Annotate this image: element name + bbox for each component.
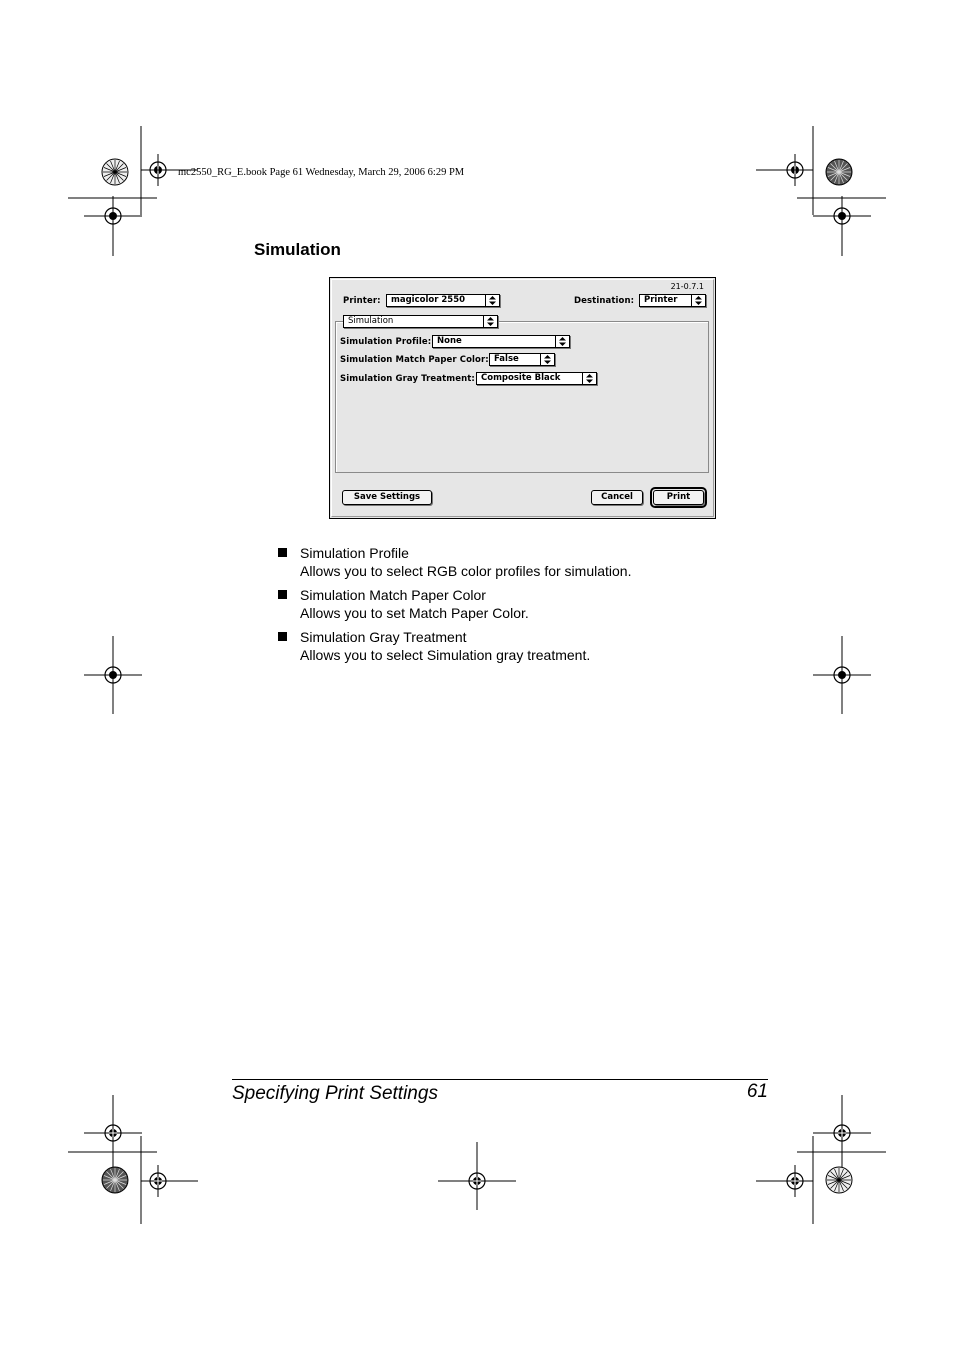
print-dialog (329, 277, 716, 519)
list-item-title: Simulation Profile (300, 545, 409, 561)
square-bullet-icon (278, 590, 287, 599)
gray-treatment-select[interactable] (476, 372, 597, 385)
list-item (278, 586, 631, 622)
destination-select[interactable] (639, 294, 706, 307)
list-item-desc: Allows you to select RGB color profiles for simulation. (300, 563, 632, 579)
updown-arrows-icon (555, 336, 569, 347)
updown-arrows-icon (540, 354, 554, 365)
simulation-profile-label: Simulation Profile: (340, 337, 432, 347)
updown-arrows-icon (582, 373, 596, 384)
printer-select[interactable] (386, 294, 500, 307)
page-number: 61 (746, 1081, 768, 1102)
book-header-meta: mc2550_RG_E.book Page 61 Wednesday, March 29, 2006 6:29 PM (178, 167, 465, 178)
printer-label: Printer: (343, 296, 381, 306)
list-item-title: Simulation Gray Treatment (300, 629, 467, 645)
simulation-profile-value: None (437, 336, 462, 346)
option-descriptions (278, 544, 631, 670)
cancel-button[interactable]: Cancel (591, 490, 643, 505)
simulation-profile-select[interactable] (432, 335, 570, 348)
match-paper-color-value: False (494, 354, 519, 364)
destination-label: Destination: (574, 296, 635, 306)
match-paper-color-label: Simulation Match Paper Color: (340, 355, 489, 365)
list-item (278, 544, 631, 580)
footer-chapter-title: Specifying Print Settings (232, 1083, 438, 1104)
version-label: 21-0.7.1 (670, 282, 704, 291)
list-item-title: Simulation Match Paper Color (300, 587, 486, 603)
updown-arrows-icon (691, 295, 705, 306)
match-paper-color-select[interactable] (489, 353, 555, 366)
updown-arrows-icon (483, 316, 497, 327)
list-item-desc: Allows you to set Match Paper Color. (300, 605, 529, 621)
destination-select-value: Printer (644, 295, 678, 305)
gray-treatment-label: Simulation Gray Treatment: (340, 374, 475, 384)
square-bullet-icon (278, 548, 287, 557)
list-item (278, 628, 631, 664)
list-item-desc: Allows you to select Simulation gray treatment. (300, 647, 591, 663)
gray-treatment-value: Composite Black (481, 373, 561, 383)
section-title: Simulation (254, 240, 341, 259)
printer-select-value: magicolor 2550 (391, 295, 466, 305)
footer-rule (232, 1079, 768, 1080)
panel-select-value: Simulation (348, 316, 394, 326)
print-button[interactable]: Print (653, 490, 704, 505)
panel-select[interactable] (343, 315, 498, 328)
save-settings-button[interactable]: Save Settings (342, 490, 432, 505)
updown-arrows-icon (485, 295, 499, 306)
square-bullet-icon (278, 632, 287, 641)
